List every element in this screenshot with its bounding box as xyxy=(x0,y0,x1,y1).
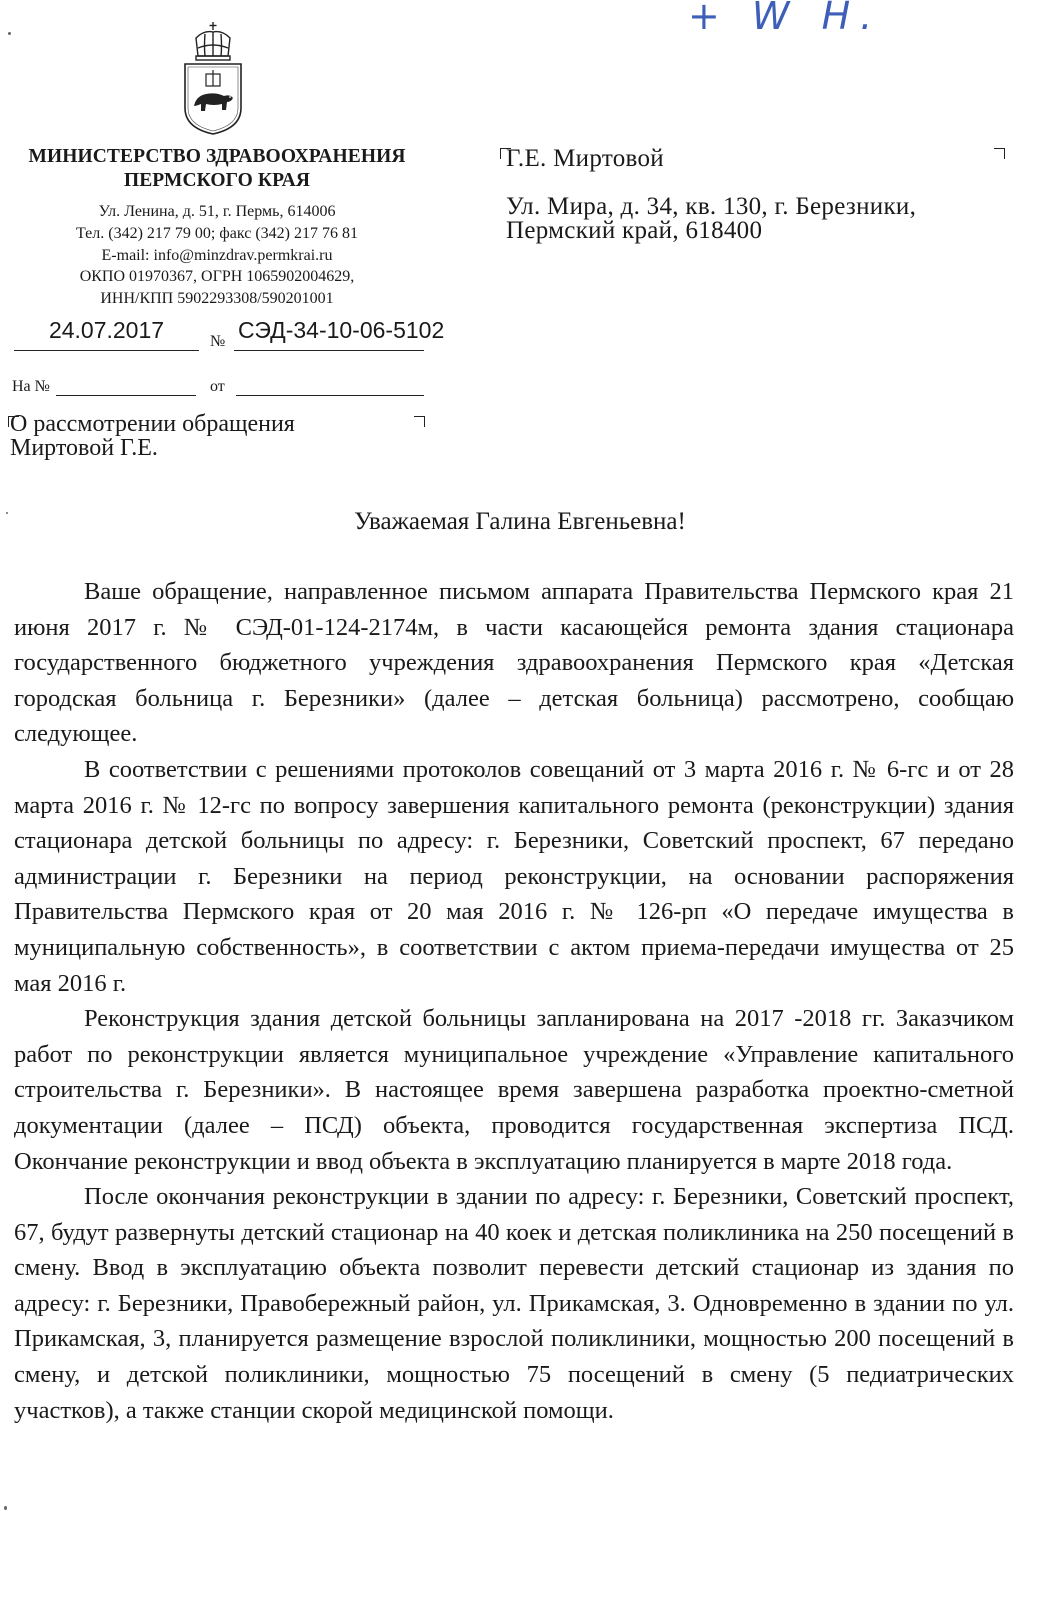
number-sign: № xyxy=(210,333,226,350)
recipient-name: Г.Е. Миртовой xyxy=(506,145,664,172)
subject-corner-right xyxy=(414,416,425,427)
subject-line1: О рассмотрении обращения xyxy=(10,411,295,437)
date-underline xyxy=(14,350,199,351)
recipient-address-line1: Ул. Мира, д. 34, кв. 130, г. Березники, xyxy=(506,193,917,220)
paragraph-3: Реконструкция здания детской больницы запланирована на 2017 -2018 гг. Заказчиком работ по реконструкции является муниципальное учреждение «Управление капитального строительства г. Березники». В настоящее время завершена разработка проектно-сметной документации (далее – ПСД) объекта, проводится государственная экспертиза ПСД. Окончание реконструкции и ввод объекта в эксплуатацию планируется в марте 2018 года. xyxy=(14,1005,1014,1175)
ministry-address: Ул. Ленина, д. 51, г. Пермь, 614006 xyxy=(98,203,336,220)
salutation: Уважаемая Галина Евгеньевна! xyxy=(354,508,686,535)
paragraph-1: Ваше обращение, направленное письмом аппарата Правительства Пермского края 21 июня 2017 г. № СЭД-01-124-2174м, в части касающейся ремонта здания стационара государственного бюджетного учреждения здравоохранения Пермского края «Детская городская больница г. Березники» (далее – детская больница) рассмотрено, сообщаю следующее. xyxy=(14,578,1014,748)
handwritten-note: + W Н. xyxy=(688,0,883,38)
paragraph-2: В соответствии с решениями протоколов совещаний от 3 марта 2016 г. № 6-гс и от 28 марта 2016 г. № 12-гс по вопросу завершения капитального ремонта (реконструкции) здания стационара детской больницы по адресу: г. Березники, Советский проспект, 67 передано администрации г. Березники на период реконструкции, на основании распоряжения Правительства Пермского края от 20 мая 2016 г. № 126-рп «О передаче имущества в муниципальную собственность», в соответствии с актом приема-передачи имущества от 25 мая 2016 г. xyxy=(14,755,1014,997)
reply-to-label: На № xyxy=(12,378,50,395)
ministry-name-line1: МИНИСТЕРСТВО ЗДРАВООХРАНЕНИЯ xyxy=(28,146,406,167)
scan-speck xyxy=(4,1506,7,1510)
from-label: от xyxy=(210,378,225,395)
letter-body xyxy=(14,574,1014,1428)
coat-of-arms-logo xyxy=(180,18,246,136)
ministry-email: E-mail: info@minzdrav.permkrai.ru xyxy=(101,247,333,264)
scan-speck xyxy=(8,32,11,35)
subject-line2: Миртовой Г.Е. xyxy=(10,435,158,461)
ministry-phone: Тел. (342) 217 79 00; факс (342) 217 76 81 xyxy=(76,225,358,242)
scan-speck xyxy=(6,512,8,514)
registration-number: СЭД-34-10-06-5102 xyxy=(238,317,445,343)
ministry-inn: ИНН/КПП 5902293308/590201001 xyxy=(100,290,334,307)
recipient-corner-right xyxy=(994,148,1005,159)
recipient-address-line2: Пермский край, 618400 xyxy=(506,217,763,244)
reply-to-line xyxy=(56,395,196,396)
subject xyxy=(10,412,295,460)
from-line xyxy=(236,395,424,396)
number-underline xyxy=(234,350,424,351)
registration-date: 24.07.2017 xyxy=(48,317,165,343)
paragraph-4: После окончания реконструкции в здании по адресу: г. Березники, Советский проспект, 67, будут развернуты детский стационар на 40 коек и детская поликлиника на 250 посещений в смену. Ввод в эксплуатацию объекта позволит перевести детский стационар из здания по адресу: г. Березники, Правобережный район, ул. Прикамская, 3. Одновременно в здании по ул. Прикамская, 3, планируется размещение взрослой поликлиники, мощностью 200 посещений в смену, и детской поликлиники, мощностью 75 посещений в смену (5 педиатрических участков), а также станции скорой медицинской помощи. xyxy=(14,1183,1014,1424)
ministry-okpo: ОКПО 01970367, ОГРН 1065902004629, xyxy=(79,268,355,285)
ministry-name-line2: ПЕРМСКОГО КРАЯ xyxy=(123,170,311,191)
